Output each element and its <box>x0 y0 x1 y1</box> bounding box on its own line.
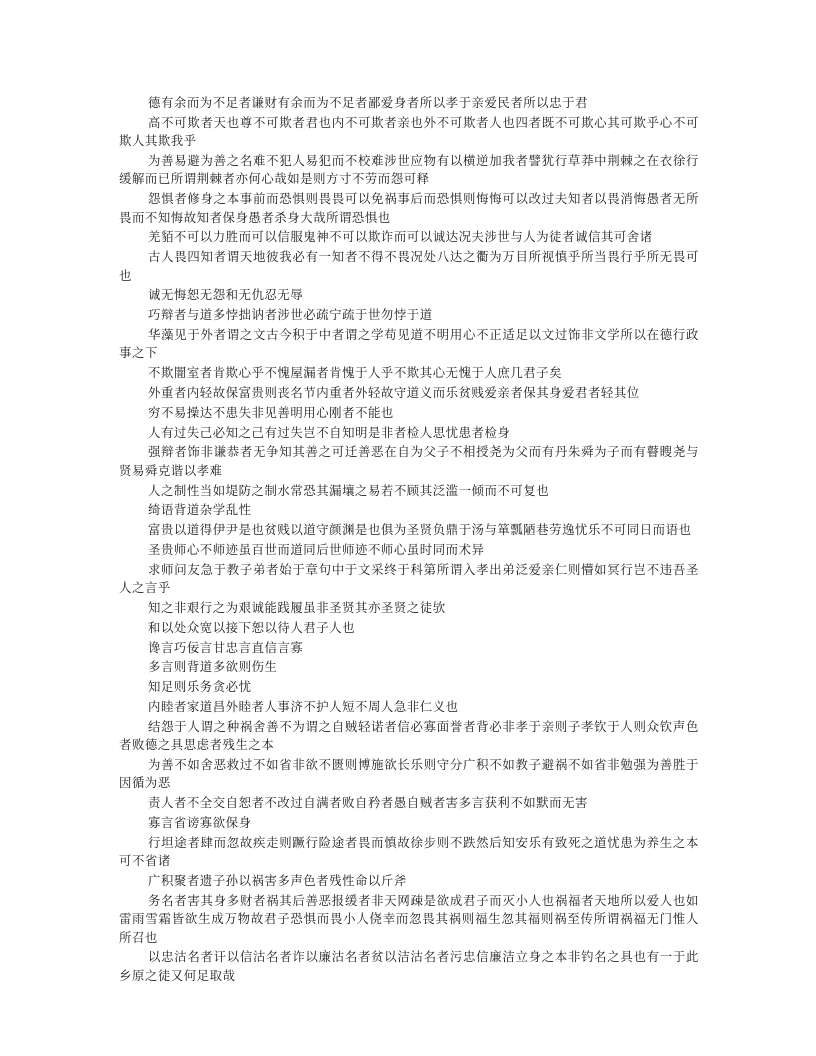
body-paragraph: 多言则背道多欲则伤生 <box>148 659 278 675</box>
body-paragraph: 为善易避为善之名难不犯人易犯而不校难涉世应物有以横逆加我者譬犹行草莽中荆棘之在衣徐行缓解而已所谓荆棘者亦何心哉如是则方寸不劳而怨可释 <box>119 153 699 187</box>
body-paragraph: 人有过失己必知之己有过失岂不自知明是非者检人思忧患者检身 <box>148 424 511 440</box>
body-paragraph: 不欺闇室者肯欺心乎不愧屋漏者肯愧于人乎不欺其心无愧于人庶几君子矣 <box>148 365 563 381</box>
body-paragraph: 羌貊不可以力胜而可以信服鬼神不可以欺诈而可以诚达况夫涉世与人为徒者诚信其可舍诸 <box>148 229 653 245</box>
body-paragraph: 巧辩者与道多悖拙讷者涉世必疏宁疏于世勿悖于道 <box>148 307 433 323</box>
body-paragraph: 谗言巧佞言甘忠言直信言寡 <box>148 639 304 655</box>
body-paragraph: 内睦者家道昌外睦者人事济不护人短不周人急非仁义也 <box>148 698 459 714</box>
document-page <box>119 94 699 987</box>
body-paragraph: 广积聚者遗子孙以祸害多声色者残性命以斤斧 <box>148 872 407 888</box>
body-paragraph: 诚无悔恕无怨和无仇忍无辱 <box>148 287 304 303</box>
body-paragraph: 怨惧者修身之本事前而恐惧则畏畏可以免祸事后而恐惧则悔悔可以改过夫知者以畏消悔愚者无所畏而不知悔故知者保身愚者杀身大哉所谓恐惧也 <box>119 191 699 225</box>
body-paragraph: 高不可欺者天也尊不可欺者君也内不可欺者亲也外不可欺者人也四者既不可欺心其可欺乎心不可欺人其欺我乎 <box>119 114 699 149</box>
body-paragraph: 结怨于人谓之种祸舍善不为谓之自贼轻诺者信必寡面誉者背必非孝于亲则子孝钦于人则众钦声色者败德之具思虑者残生之本 <box>119 718 699 753</box>
body-paragraph: 知之非艰行之为艰诚能践履虽非圣贤其亦圣贤之徒欤 <box>148 599 446 615</box>
body-paragraph: 务名者害其身多财者祸其后善恶报缓者非天网疎是欲成君子而灭小人也祸福者天地所以爱人也如雷雨雪霜皆欲生成万物故君子恐惧而畏小人侥幸而忽畏其祸则福生忽其福则祸至传所谓祸福无门惟人所召也 <box>119 892 699 945</box>
body-paragraph: 知足则乐务贪必忧 <box>148 679 252 695</box>
body-paragraph: 外重者内轻故保富贵则丧名节内重者外轻故守道义而乐贫贱爱亲者保其身爱君者轻其位 <box>148 385 640 400</box>
body-paragraph: 寡言省谤寡欲保身 <box>148 814 252 830</box>
body-paragraph: 以忠沽名者讦以信沽名者诈以廉沽名者贫以洁沽名者污忠信廉洁立身之本非钓名之具也有一于此乡原之徒又何足取哉 <box>119 949 699 983</box>
body-paragraph: 圣贵师心不师迹虽百世而道同后世师迹不师心虽时同而术异 <box>148 541 485 557</box>
body-paragraph: 为善不如舍恶救过不如省非欲不匮则博施欲长乐则守分广积不如教子避祸不如省非勉强为善胜于因循为恶 <box>119 756 699 791</box>
body-paragraph: 人之制性当如堤防之制水常恐其漏壤之易若不顾其泛滥一倾而不可复也 <box>148 482 550 498</box>
body-paragraph: 行坦途者肆而忽故疾走则蹶行险途者畏而慎故徐步则不跌然后知安乐有致死之道忧患为养生之本可不省诸 <box>119 834 699 869</box>
body-paragraph: 华藻见于外者谓之文古今积于中者谓之学苟见道不明用心不正适足以文过饰非文学所以在德行政事之下 <box>119 327 699 361</box>
body-paragraph: 德有余而为不足者谦财有余而为不足者鄙爱身者所以孝于亲爱民者所以忠于君 <box>148 95 588 110</box>
body-paragraph: 和以处众宽以接下恕以待人君子人也 <box>148 619 356 635</box>
body-paragraph: 穷不易操达不患失非见善明用心刚者不能也 <box>148 404 394 420</box>
body-paragraph: 绮语背道杂学乱性 <box>148 502 252 518</box>
body-paragraph: 强辩者饰非谦恭者无争知其善之可迁善恶在自为父子不相授尧为父而有丹朱舜为子而有瞽瞍尧与贤易舜克谐以孝难 <box>119 444 699 478</box>
body-paragraph: 古人畏四知者谓天地彼我必有一知者不得不畏况处八达之衢为万目所视慎乎所当畏行乎所无畏可也 <box>119 249 699 283</box>
body-paragraph: 富贵以道得伊尹是也贫贱以道守颜渊是也俱为圣贤负鼎于汤与箪瓢陋巷劳逸忧乐不可同日而语也 <box>148 522 692 538</box>
body-paragraph: 求师问友急于教子弟者始于章句中于文采终于科第所谓入孝出弟泛爱亲仁则懵如冥行岂不违吾圣人之言乎 <box>119 561 699 596</box>
body-paragraph: 责人者不全交自恕者不改过自满者败自矜者愚自贼者害多言获利不如默而无害 <box>148 795 588 811</box>
